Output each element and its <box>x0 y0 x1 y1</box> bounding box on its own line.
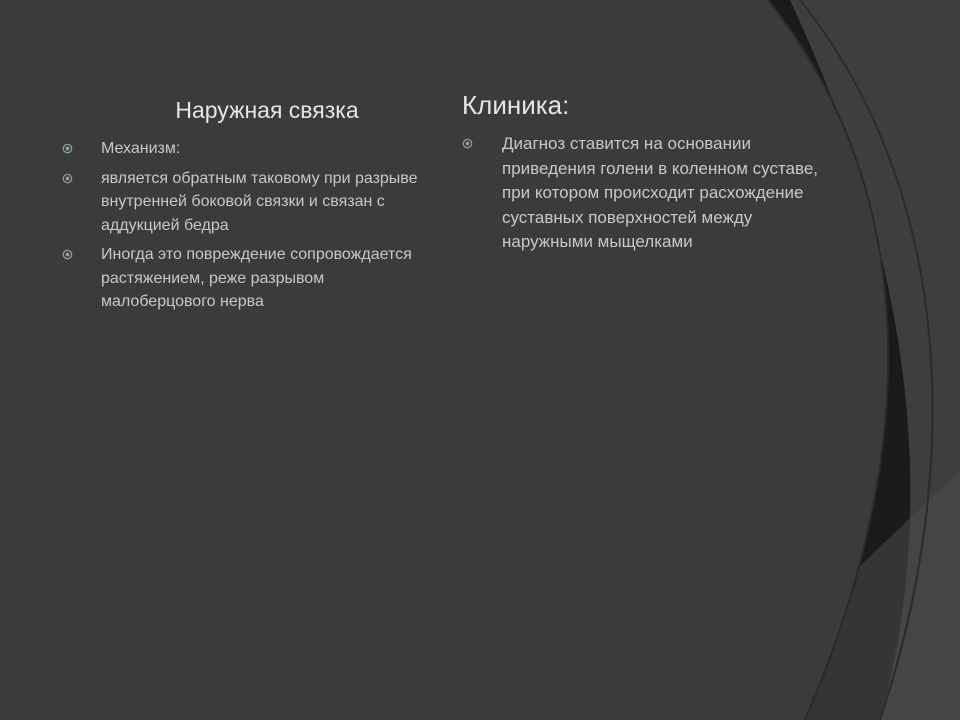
list-item <box>462 132 842 255</box>
bullet-text: Иногда это повреждение сопровождается растяжением, реже разрывом малоберцового нерва <box>101 246 412 310</box>
circled-dot-icon <box>62 173 73 184</box>
circled-dot-icon <box>62 249 73 260</box>
circled-dot-icon <box>62 143 73 154</box>
left-heading: Наружная связка <box>175 97 359 123</box>
bullet-text: является обратным таковому при разрыве внутренней боковой связки и связан с аддукцией бедра <box>101 169 418 234</box>
list-item <box>62 243 432 314</box>
list-item <box>62 137 432 161</box>
left-bullet-list <box>62 137 432 314</box>
right-column <box>462 88 842 261</box>
left-column <box>62 95 432 320</box>
right-bullet-list <box>462 132 842 255</box>
bullet-text: Диагноз ставится на основании приведения голени в коленном суставе, при котором происходит расхождение суставных поверхностей между наружными мыщелками <box>502 134 819 251</box>
list-item <box>62 167 432 238</box>
bullet-text: Механизм: <box>101 140 181 157</box>
circled-dot-icon <box>462 138 473 149</box>
right-heading: Клиника: <box>462 90 570 120</box>
